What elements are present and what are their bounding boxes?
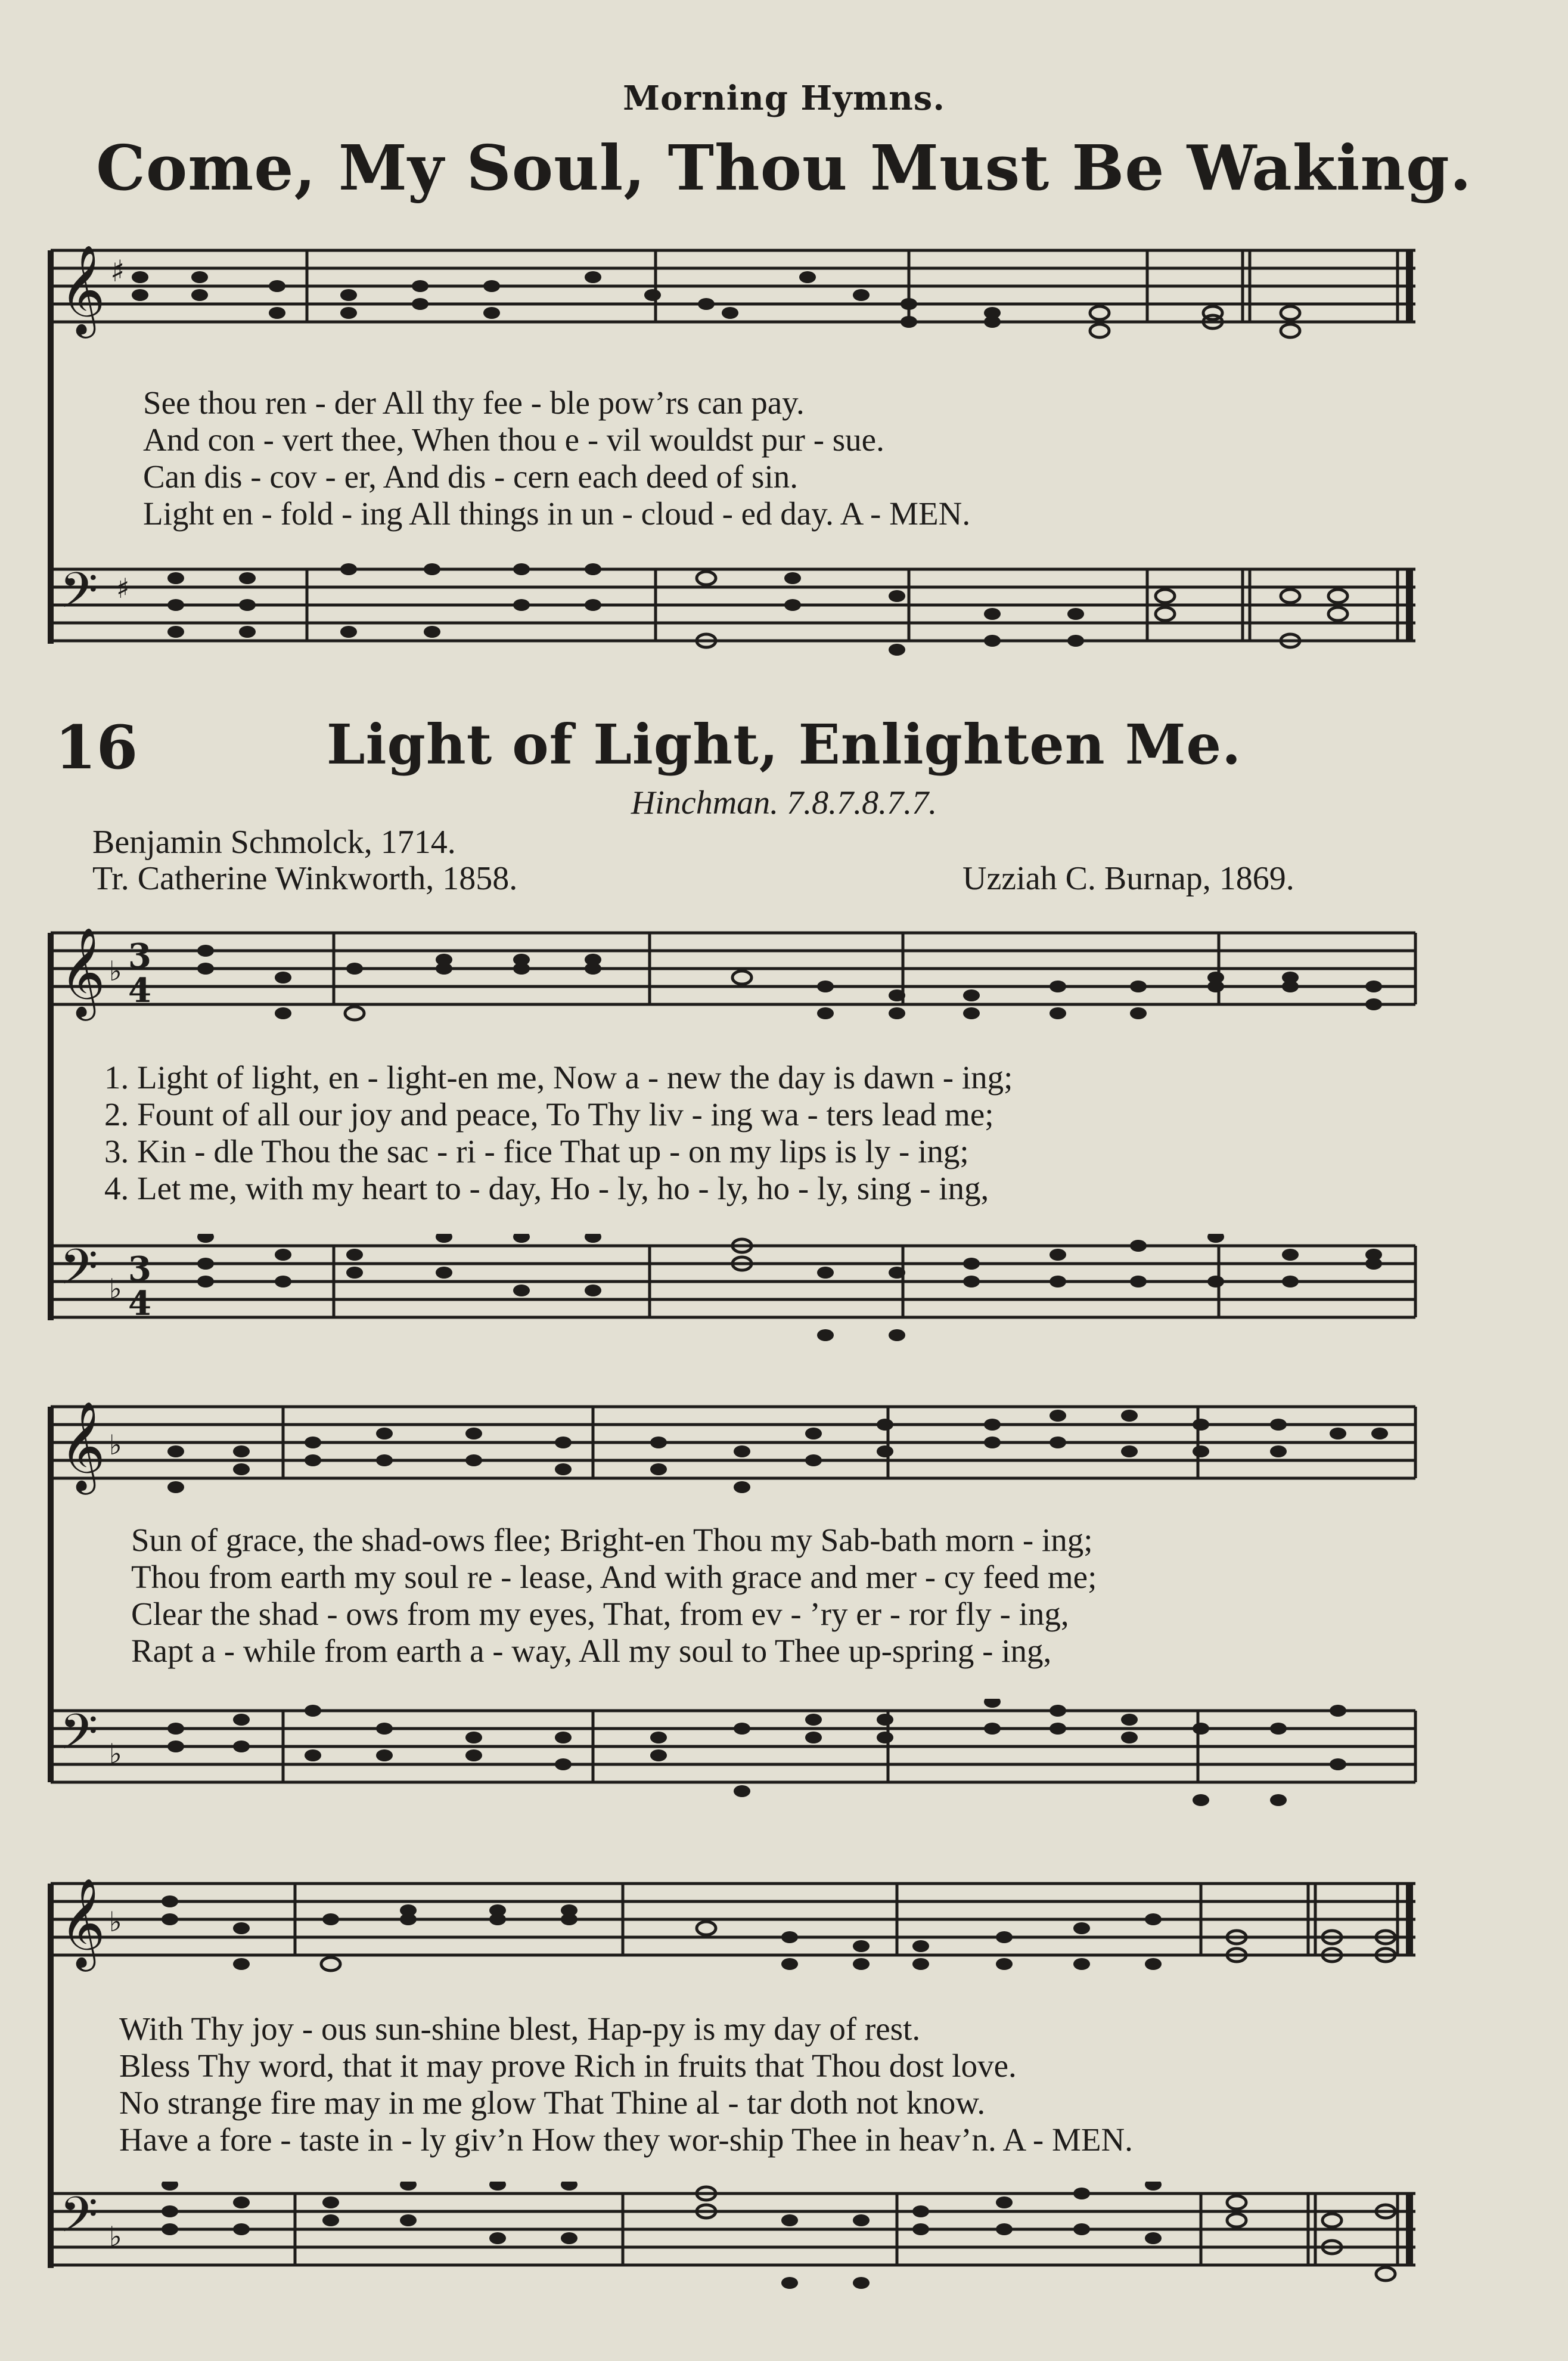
flat-key-icon: ♭ (109, 1429, 122, 1461)
hymn-title-light-of-light: Light of Light, Enlighten Me. (326, 712, 1242, 777)
hymn-a-verse-line: Can dis - cov - er, And dis - cern each deed of sin. (143, 458, 798, 495)
hymn-b-s1-verse: 4. Let me, with my heart to - day, Ho - ly, ho - ly, ho - ly, sing - ing, (104, 1170, 989, 1206)
hymn-a-verse-line: See thou ren - der All thy fee - ble pow’rs can pay. (143, 384, 805, 421)
staff-lines (51, 933, 1415, 1004)
time-signature: 3 (128, 936, 151, 976)
hymn-a-verse-line: Light en - fold - ing All things in un - cloud - ed day. A - MEN. (143, 495, 971, 532)
staff-lines (51, 2194, 1415, 2265)
treble-clef-icon: 𝄞 (60, 1400, 105, 1491)
flat-key-icon: ♭ (109, 1273, 122, 1305)
system-bracket-2 (48, 1407, 54, 1782)
key-signature-icon: ♯ (116, 572, 130, 604)
bass-clef-icon: 𝄢 (60, 1703, 98, 1773)
flat-key-icon: ♭ (109, 1738, 122, 1770)
key-signature-icon: ♯ (110, 254, 125, 288)
bass-staff-system-1 (51, 1234, 1421, 1377)
note-heads (167, 1699, 1346, 1806)
hymn-title-come-my-soul: Come, My Soul, Thou Must Be Waking. (96, 131, 1472, 204)
hymn-b-s3-verse: With Thy joy - ous sun-shine blest, Hap-py is my day of rest. (119, 2011, 921, 2047)
time-signature: 4 (128, 971, 151, 1010)
bass-clef-icon: 𝄢 (60, 561, 98, 631)
treble-clef-icon: 𝄞 (60, 244, 105, 334)
bass-clef-icon: 𝄢 (60, 1238, 98, 1308)
treble-staff-hymn-a (51, 238, 1421, 358)
hymn-number: 16 (55, 712, 138, 783)
flat-key-icon: ♭ (109, 2220, 122, 2253)
hymn-b-s2-verse: Sun of grace, the shad-ows flee; Bright-en Thou my Sab-bath morn - ing; (131, 1522, 1093, 1558)
staff-lines (51, 1711, 1415, 1782)
hymn-b-s3-verse: Bless Thy word, that it may prove Rich in fruits that Thou dost love. (119, 2047, 1017, 2084)
hymn-b-s3-verse: Have a fore - taste in - ly giv’n How they wor-ship Thee in heav’n. A - MEN. (119, 2121, 1133, 2158)
bass-staff-hymn-a (51, 557, 1421, 682)
flat-key-icon: ♭ (109, 1906, 122, 1938)
hymn-b-s2-verse: Thou from earth my soul re - lease, And with grace and mer - cy feed me; (131, 1559, 1097, 1595)
bass-clef-icon: 𝄢 (60, 2186, 98, 2255)
staff-lines (51, 1884, 1415, 1955)
note-heads (197, 945, 1382, 1020)
bass-staff-system-3 (51, 2182, 1421, 2325)
treble-staff-system-3 (51, 1872, 1421, 1979)
hymn-b-s1-verse: 2. Fount of all our joy and peace, To Thy liv - ing wa - ters lead me; (104, 1096, 994, 1133)
treble-staff-system-1 (51, 921, 1421, 1028)
running-header: Morning Hymns. (623, 79, 945, 118)
composer-credit: Uzziah C. Burnap, 1869. (962, 860, 1294, 897)
note-heads (167, 1410, 1388, 1493)
time-signature: 3 (128, 1249, 151, 1289)
flat-key-icon: ♭ (109, 955, 122, 987)
tune-name-meter: Hinchman. 7.8.7.8.7.7. (631, 784, 937, 821)
translator-credit: Tr. Catherine Winkworth, 1858. (92, 860, 518, 897)
hymn-b-s2-verse: Clear the shad - ows from my eyes, That, from ev - ’ry er - ror fly - ing, (131, 1596, 1069, 1632)
hymn-b-s1-verse: 3. Kin - dle Thou the sac - ri - fice That up - on my lips is ly - ing; (104, 1133, 969, 1169)
staff-lines (51, 1407, 1415, 1478)
hymn-b-s1-verse: 1. Light of light, en - light-en me, Now a - new the day is dawn - ing; (104, 1059, 1013, 1096)
treble-clef-icon: 𝄞 (60, 926, 105, 1017)
bass-staff-system-2 (51, 1699, 1421, 1842)
note-heads (197, 1234, 1382, 1341)
system-bracket-3 (48, 1884, 54, 2268)
treble-clef-icon: 𝄞 (60, 1877, 105, 1968)
system-bracket-1 (48, 933, 54, 1320)
hymn-b-s2-verse: Rapt a - while from earth a - way, All my soul to Thee up-spring - ing, (131, 1633, 1052, 1669)
note-heads (162, 1895, 1395, 1971)
treble-staff-system-2 (51, 1395, 1421, 1502)
time-signature: 4 (128, 1284, 151, 1323)
hymn-b-s3-verse: No strange fire may in me glow That Thine al - tar doth not know. (119, 2084, 986, 2121)
hymn-a-verse-line: And con - vert thee, When thou e - vil wouldst pur - sue. (143, 421, 884, 458)
system-bracket-hymn-a (48, 250, 54, 644)
note-heads (162, 2182, 1395, 2289)
author-credit: Benjamin Schmolck, 1714. (92, 824, 456, 861)
